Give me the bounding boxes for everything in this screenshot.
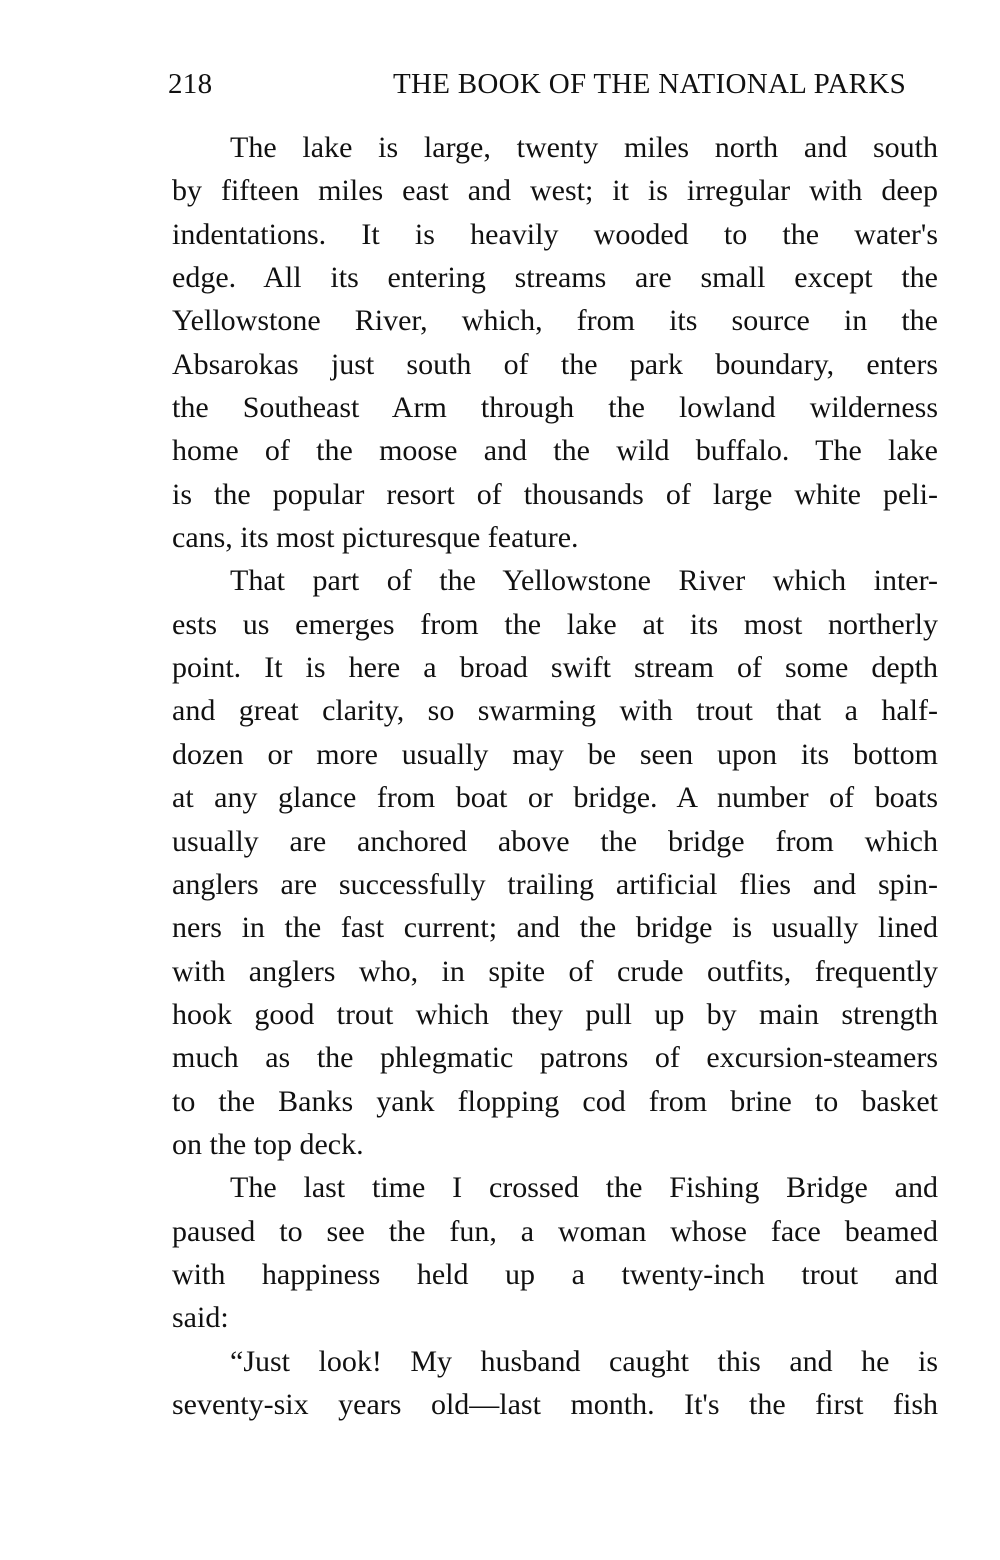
text-line: That part of the Yellowstone River which inter- [230, 564, 938, 598]
text-line: “Just look! My husband caught this and he is [230, 1344, 938, 1378]
paragraph [172, 1166, 938, 1339]
text-line: Yellowstone River, which, from its source in the [172, 304, 938, 338]
text-line: ners in the fast current; and the bridge is usually lined [172, 911, 938, 945]
text-line: point. It is here a broad swift stream of some depth [172, 651, 938, 685]
text-line: and great clarity, so swarming with trout that a half- [172, 694, 938, 728]
text-line: The lake is large, twenty miles north and south [230, 131, 938, 164]
text-line: Absarokas just south of the park boundary, enters [172, 347, 938, 381]
text-line: seventy-six years old—last month. It's the first fish [172, 1387, 938, 1421]
text-line: ests us emerges from the lake at its most northerly [172, 607, 938, 641]
text-line: paused to see the fun, a woman whose face beamed [172, 1214, 938, 1248]
text-line: is the popular resort of thousands of large white peli- [172, 477, 938, 511]
text-line: dozen or more usually may be seen upon its bottom [172, 737, 938, 771]
text-line: by fifteen miles east and west; it is irregular with deep [172, 174, 938, 208]
text-line: on the top deck. [172, 1127, 364, 1161]
text-line: much as the phlegmatic patrons of excursion-steamers [172, 1041, 938, 1075]
paragraph [172, 559, 938, 1166]
text-line: cans, its most picturesque feature. [172, 521, 579, 555]
text-line: home of the moose and the wild buffalo. The lake [172, 434, 938, 468]
text-line: said: [172, 1301, 229, 1335]
page-number: 218 [168, 68, 213, 100]
page-body [172, 126, 938, 1426]
paragraph [172, 1340, 938, 1427]
text-line: indentations. It is heavily wooded to the water's [172, 217, 938, 251]
text-line: usually are anchored above the bridge from which [172, 824, 938, 858]
text-line: the Southeast Arm through the lowland wilderness [172, 391, 938, 425]
text-line: at any glance from boat or bridge. A number of boats [172, 781, 938, 815]
text-line: to the Banks yank flopping cod from brine to basket [172, 1084, 938, 1118]
running-title: THE BOOK OF THE NATIONAL PARKS [392, 68, 906, 100]
text-line: edge. All its entering streams are small except the [172, 261, 938, 295]
text-line: anglers are successfully trailing artificial flies and spin- [172, 867, 938, 901]
running-header [168, 68, 906, 101]
text-line: with anglers who, in spite of crude outfits, frequently [172, 954, 938, 988]
paragraph [172, 126, 938, 559]
text-line: hook good trout which they pull up by main strength [172, 997, 938, 1031]
text-line: with happiness held up a twenty-inch trout and [172, 1257, 938, 1291]
text-line: The last time I crossed the Fishing Bridge and [230, 1171, 938, 1205]
